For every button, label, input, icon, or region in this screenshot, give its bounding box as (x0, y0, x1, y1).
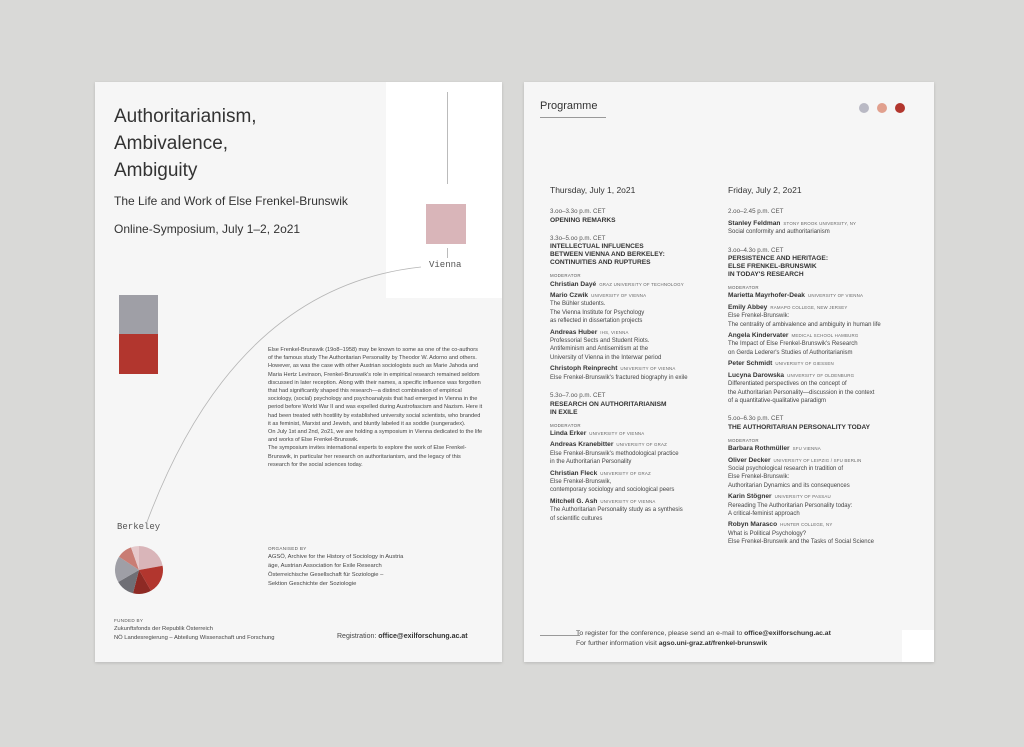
speaker-name: Andreas Kranebitter (550, 441, 614, 449)
programme-heading: Programme (540, 100, 598, 112)
flyer-sheet (95, 82, 502, 662)
body-paragraph: The symposium invites international experts to explore the work of Else Frenkel-Brunswik, in particular her research on authoritarianism, and the legacy of this research for the social sciences today. (268, 445, 467, 468)
talk-title-line: Else Frenkel-Brunswik, (550, 478, 612, 485)
talk-title-line: The Vienna Institute for Psychology (550, 309, 645, 316)
speaker-affiliation: UNIVERSITY OF VIENNA (807, 293, 864, 299)
talk-title-line: Else Frenkel-Brunswik's methodological practice (550, 450, 679, 457)
speaker-affiliation: RAMAPO COLLEGE, NEW JERSEY (770, 304, 848, 310)
talk-title-line: The Authoritarian Personality study as a synthesis (550, 507, 683, 514)
flyer-event-line: Online-Symposium, July 1–2, 2o21 (114, 222, 301, 236)
speaker-name: Angela Kindervater (728, 332, 789, 340)
footer-rule (540, 635, 580, 636)
talk-title-line: The Bühler students. (550, 301, 606, 308)
registration-line (337, 633, 468, 640)
speaker-name: Andreas Huber (550, 328, 598, 336)
session-block (728, 208, 928, 236)
talk-entry (550, 498, 725, 523)
talk-entry (550, 292, 725, 326)
corner-white-block (902, 630, 934, 662)
talk-title-line: Rereading The Authoritarian Personality today: (728, 502, 853, 509)
session-time: 3.oo–4.3o p.m. CET (728, 246, 784, 254)
session-block (550, 235, 725, 382)
session-time: 5.3o–7.oo p.m. CET (550, 392, 606, 400)
talk-title-line: as reflected in dissertation projects (550, 318, 643, 325)
talk-title-line: the Authoritarian Personality—discussion in the context (728, 389, 875, 396)
talk-speaker (728, 493, 928, 501)
talk-title-line: University of Vienna in the Interwar period (550, 354, 662, 361)
talk-speaker (550, 470, 725, 478)
organisers-block (268, 544, 488, 589)
talk-title-line: Antifeminism and Antisemitism at the (550, 346, 649, 353)
talk-speaker (728, 304, 928, 312)
moderator-label: MODERATOR (728, 285, 759, 291)
talk-title-line: of a quantitative-qualitative paradigm (728, 397, 827, 404)
talk-title-line: Else Frenkel-Brunswik's fractured biography in exile (550, 374, 688, 381)
talk-title-line: contemporary sociology and sociological peers (550, 487, 675, 494)
moderator-label: MODERATOR (550, 273, 581, 279)
day-heading: Friday, July 2, 2o21 (728, 185, 802, 195)
talk-entry (728, 493, 928, 518)
thursday-column (550, 186, 725, 533)
moderator-label: MODERATOR (728, 437, 759, 443)
body-paragraph: On July 1st and 2nd, 2o21, we are holding a symposium in Vienna dedicated to the life and works of Else Frenkel-Brunswik. (268, 429, 483, 444)
talk-title-line: on Gerda Lederer's Studies of Authoritarianism (728, 349, 853, 356)
talk-speaker (550, 498, 725, 506)
speaker-name: Mitchell G. Ash (550, 497, 598, 505)
moderator-entry (728, 445, 928, 453)
session-time: 3.oo–3.3o p.m. CET (550, 208, 606, 216)
talk-speaker (728, 332, 928, 340)
speaker-affiliation: SFU VIENNA (792, 446, 821, 452)
organiser-line: Österreichische Gesellschaft für Soziologie – (268, 572, 384, 578)
speaker-name: Christian Dayé (550, 280, 597, 288)
moderator-entry (550, 430, 725, 438)
speaker-affiliation: UNIVERSITY OF GIESSEN (775, 361, 834, 367)
day-heading: Thursday, July 1, 2o21 (550, 185, 636, 195)
speaker-name: Robyn Marasco (728, 521, 778, 529)
gray-color-block (119, 295, 158, 334)
talk-speaker (550, 329, 725, 337)
decorative-pie-graphic (113, 544, 165, 596)
speaker-name: Linda Erker (550, 429, 587, 437)
talk-speaker (728, 457, 928, 465)
session-title-line: PERSISTENCE AND HERITAGE: (728, 255, 829, 263)
organiser-line: äge, Austrian Association for Exile Research (268, 563, 382, 569)
registration-email-link[interactable]: office@exilforschung.ac.at (378, 633, 468, 640)
speaker-affiliation: UNIVERSITY OF VIENNA (600, 498, 656, 504)
talk-title-line: The centrality of ambivalence and ambiguity in human life (728, 321, 881, 328)
talk-speaker (728, 220, 928, 228)
speaker-name: Karin Stögner (728, 493, 772, 501)
speaker-name: Oliver Decker (728, 456, 771, 464)
speaker-name: Marietta Mayrhofer-Deak (728, 292, 805, 300)
session-time: 5.oo–6.3o p.m. CET (728, 415, 784, 423)
funder-line: Zukunftsfonds der Republik Österreich (114, 626, 213, 632)
session-title-line: THE AUTHORITARIAN PERSONALITY TODAY (728, 423, 871, 431)
talk-speaker (550, 292, 725, 300)
footer-url-link[interactable]: agso.uni-graz.at/frenkel-brunswik (658, 640, 768, 647)
talk-entry (728, 332, 928, 357)
talk-title-line: Differentiated perspectives on the concept of (728, 381, 847, 388)
talk-speaker (728, 360, 928, 368)
speaker-affiliation: MEDICAL SCHOOL HAMBURG (791, 333, 859, 339)
speaker-name: Barbara Rothmüller (728, 445, 790, 453)
flyer-title-line: Authoritarianism, (114, 106, 257, 127)
session-title-line: OPENING REMARKS (550, 216, 616, 224)
speaker-name: Stanley Feldman (728, 219, 781, 227)
organised-by-label: ORGANISED BY (268, 546, 307, 551)
berkeley-label: Berkeley (117, 522, 161, 532)
funder-line: NÖ Landesregierung – Abteilung Wissenschaft und Forschung (114, 635, 275, 641)
talk-entry (728, 360, 928, 368)
speaker-affiliation: UNIVERSITY OF VIENNA (591, 293, 647, 299)
talk-title-line: Else Frenkel-Brunswik: (728, 474, 790, 481)
speaker-name: Christian Fleck (550, 469, 598, 477)
speaker-affiliation: IHS, VIENNA (600, 329, 629, 335)
flyer-body-text (268, 346, 483, 469)
funders-block (114, 616, 274, 643)
flyer-title-line: Ambiguity (114, 160, 198, 181)
session-block (728, 415, 928, 546)
talk-entry (550, 329, 725, 363)
moderator-entry (728, 292, 928, 300)
flyer-subtitle: The Life and Work of Else Frenkel-Brunswik (114, 194, 348, 208)
speaker-name: Emily Abbey (728, 303, 768, 311)
talk-entry (550, 470, 725, 495)
session-title-line: ELSE FRENKEL-BRUNSWIK (728, 263, 817, 271)
speaker-affiliation: UNIVERSITY OF LEIPZIG / SFU BERLIN (773, 457, 862, 463)
funded-by-label: FUNDED BY (114, 618, 144, 623)
talk-speaker (550, 441, 725, 449)
talk-title-line: Social psychological research in tradition of (728, 465, 844, 472)
footer-email-link[interactable]: office@exilforschung.ac.at (744, 630, 831, 637)
speaker-affiliation: UNIVERSITY OF VIENNA (589, 430, 645, 436)
talk-title-line: Authoritarian Dynamics and its consequences (728, 482, 850, 489)
body-paragraph: Else Frenkel-Brunswik (19o8–1958) may be known to some as one of the co-authors of the famous study The Authoritarian Personality by Theodor W. Adorno and others. However, as was the case with other Austrian sociologists such as Marie Jahoda and Maria Hertz Levinson, Frenkel-Brunswik's role in empirical research remained seldom discussed in later reception. Along with their names, a specific influence was forgotten that had significantly shaped this research—a distinct combination of empirical sociology, (social) psychology and psychoanalysis that had emerged in Vienna in the period before World War II and was expelled during Austrofascism and Nazism. Here it had been treated with hostility by established university social scientists, who branded it as feminist, Marxist and Jewish, and bluntly labeled it as soddle (sungeradex). (268, 347, 483, 427)
talk-title-line: The Impact of Else Frenkel-Brunswik's Research (728, 341, 858, 348)
flyer-title-line: Ambivalence, (114, 133, 229, 154)
speaker-affiliation: STONY BROOK UNIVERSITY, NY (783, 220, 857, 226)
programme-footer (576, 629, 831, 649)
session-time: 3.3o–5.oo p.m. CET (550, 234, 606, 242)
heading-underline (540, 117, 606, 118)
session-block (550, 392, 725, 523)
registration-label: Registration: (337, 633, 377, 640)
footer-register-text: To register for the conference, please send an e-mail to (576, 630, 743, 637)
organiser-line: AGSÖ, Archive for the History of Sociology in Austria (268, 554, 404, 560)
session-title-line: RESEARCH ON AUTHORITARIANISM (550, 400, 667, 408)
speaker-affiliation: HUNTER COLLEGE, NY (780, 522, 833, 528)
talk-entry (728, 372, 928, 406)
session-time: 2.oo–2.45 p.m. CET (728, 208, 784, 216)
talk-title-line: Else Frenkel-Brunswik: (728, 313, 790, 320)
talk-title-line: of scientific cultures (550, 515, 603, 522)
talk-speaker (728, 521, 928, 529)
session-title-line: IN TODAY'S RESEARCH (728, 271, 804, 279)
speaker-name: Christoph Reinprecht (550, 365, 618, 373)
session-title-line: IN EXILE (550, 408, 578, 416)
talk-title-line: in the Authoritarian Personality (550, 459, 632, 466)
session-title-line: BETWEEN VIENNA AND BERKELEY: (550, 251, 665, 259)
lavender-dot-icon (859, 103, 869, 113)
speaker-affiliation: UNIVERSITY OF PASSAU (774, 494, 831, 500)
speaker-affiliation: UNIVERSITY OF GRAZ (600, 470, 651, 476)
vienna-label: Vienna (429, 260, 462, 270)
red-dot-icon (895, 103, 905, 113)
talk-title-line: A critical-feminist approach (728, 510, 800, 517)
talk-title-line: Social conformity and authoritarianism (728, 229, 830, 236)
talk-speaker (550, 365, 725, 373)
talk-title-line: Professorial Sects and Student Riots. (550, 338, 650, 345)
talk-entry (728, 304, 928, 329)
session-block (550, 208, 725, 224)
programme-sheet (524, 82, 934, 662)
talk-title-line: What is Political Psychology? (728, 530, 807, 537)
session-title-line: CONTINUITIES AND RUPTURES (550, 259, 651, 267)
moderator-entry (550, 281, 725, 289)
talk-title-line: Else Frenkel-Brunswik and the Tasks of Social Science (728, 539, 874, 546)
talk-entry (728, 521, 928, 546)
speaker-name: Lucyna Darowska (728, 371, 785, 379)
peach-dot-icon (877, 103, 887, 113)
session-block (728, 247, 928, 406)
speaker-affiliation: UNIVERSITY OF OLDENBURG (787, 372, 855, 378)
moderator-label: MODERATOR (550, 422, 581, 428)
speaker-affiliation: UNIVERSITY OF GRAZ (616, 442, 668, 448)
footer-info-text: For further information visit (576, 640, 657, 647)
speaker-affiliation: UNIVERSITY OF VIENNA (620, 366, 676, 372)
talk-entry (728, 220, 928, 237)
talk-entry (550, 365, 725, 382)
talk-entry (728, 457, 928, 491)
speaker-name: Peter Schmidt (728, 360, 773, 368)
friday-column (728, 186, 928, 557)
speaker-affiliation: GRAZ UNIVERSITY OF TECHNOLOGY (599, 281, 684, 287)
session-title-line: INTELLECTUAL INFLUENCES (550, 243, 644, 251)
red-color-block (119, 334, 158, 374)
talk-entry (550, 441, 725, 466)
speaker-name: Mario Czwik (550, 292, 589, 300)
talk-speaker (728, 372, 928, 380)
organiser-line: Sektion Geschichte der Soziologie (268, 581, 357, 587)
